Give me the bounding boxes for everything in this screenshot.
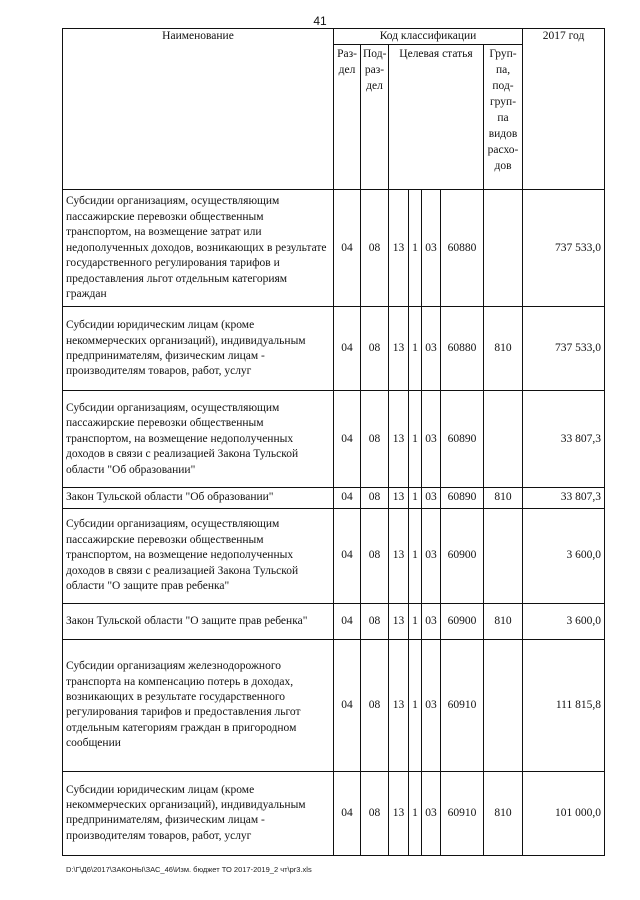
row-target-2: 1 bbox=[409, 190, 422, 307]
row-sum: 33 807,3 bbox=[523, 488, 605, 508]
row-target-1: 13 bbox=[389, 190, 409, 307]
row-sum: 3 600,0 bbox=[523, 603, 605, 639]
table-row bbox=[63, 190, 605, 307]
header-target: Целевая статья bbox=[389, 45, 484, 190]
row-target-3: 03 bbox=[422, 307, 441, 391]
row-target-1: 13 bbox=[389, 603, 409, 639]
row-target-4: 60900 bbox=[441, 508, 484, 603]
row-target-1: 13 bbox=[389, 639, 409, 771]
row-target-3: 03 bbox=[422, 508, 441, 603]
row-sum: 737 533,0 bbox=[523, 307, 605, 391]
row-sum: 33 807,3 bbox=[523, 391, 605, 488]
row-name: Субсидии организациям, осуществляющим пассажирские перевозки общественным транспортом, на возмещение затрат или недополученных доходов, возникающих в результате государственного регулирования тарифов и предоставления льгот отдельным категориям граждан bbox=[63, 190, 334, 307]
row-podrazdel: 08 bbox=[361, 508, 389, 603]
row-target-2: 1 bbox=[409, 639, 422, 771]
row-target-4: 60910 bbox=[441, 771, 484, 855]
row-group bbox=[484, 391, 523, 488]
table-row bbox=[63, 488, 605, 508]
row-target-3: 03 bbox=[422, 771, 441, 855]
row-target-3: 03 bbox=[422, 488, 441, 508]
row-target-2: 1 bbox=[409, 488, 422, 508]
row-group bbox=[484, 508, 523, 603]
row-group bbox=[484, 639, 523, 771]
table-row bbox=[63, 307, 605, 391]
row-name: Субсидии организациям железнодорожного транспорта на компенсацию потерь в доходах, возникающих в результате государственного регулирования тарифов и предоставления льгот отдельным категориям граждан в пригородном сообщении bbox=[63, 639, 334, 771]
row-sum: 737 533,0 bbox=[523, 190, 605, 307]
row-name: Субсидии организациям, осуществляющим пассажирские перевозки общественным транспортом, на возмещение недополученных доходов в связи с реализацией Закона Тульской области "О защите прав ребенка" bbox=[63, 508, 334, 603]
row-target-1: 13 bbox=[389, 391, 409, 488]
header-year: 2017 год bbox=[523, 29, 605, 190]
header-code: Код классификации bbox=[334, 29, 523, 45]
row-podrazdel: 08 bbox=[361, 307, 389, 391]
row-target-3: 03 bbox=[422, 391, 441, 488]
header-razdel: Раз-дел bbox=[334, 45, 361, 190]
row-podrazdel: 08 bbox=[361, 771, 389, 855]
table-row bbox=[63, 391, 605, 488]
row-target-2: 1 bbox=[409, 603, 422, 639]
table-row bbox=[63, 508, 605, 603]
row-target-3: 03 bbox=[422, 639, 441, 771]
row-podrazdel: 08 bbox=[361, 391, 389, 488]
row-target-1: 13 bbox=[389, 307, 409, 391]
row-target-2: 1 bbox=[409, 508, 422, 603]
row-target-2: 1 bbox=[409, 307, 422, 391]
row-target-1: 13 bbox=[389, 488, 409, 508]
row-group: 810 bbox=[484, 771, 523, 855]
row-target-3: 03 bbox=[422, 603, 441, 639]
budget-table bbox=[62, 28, 605, 856]
row-sum: 111 815,8 bbox=[523, 639, 605, 771]
row-group bbox=[484, 190, 523, 307]
row-name: Субсидии юридическим лицам (кроме некоммерческих организаций), индивидуальным предпринимателям, физическим лицам - производителям товаров, работ, услуг bbox=[63, 771, 334, 855]
row-target-4: 60880 bbox=[441, 307, 484, 391]
row-group: 810 bbox=[484, 603, 523, 639]
row-razdel: 04 bbox=[334, 391, 361, 488]
row-razdel: 04 bbox=[334, 190, 361, 307]
row-razdel: 04 bbox=[334, 639, 361, 771]
row-target-4: 60890 bbox=[441, 391, 484, 488]
row-podrazdel: 08 bbox=[361, 603, 389, 639]
row-target-3: 03 bbox=[422, 190, 441, 307]
row-sum: 3 600,0 bbox=[523, 508, 605, 603]
row-razdel: 04 bbox=[334, 771, 361, 855]
row-target-4: 60880 bbox=[441, 190, 484, 307]
header-name: Наименование bbox=[63, 29, 334, 190]
row-podrazdel: 08 bbox=[361, 190, 389, 307]
header-group: Груп-па, под-груп-па видов расхо-дов bbox=[484, 45, 523, 190]
row-name: Закон Тульской области "О защите прав ребенка" bbox=[63, 603, 334, 639]
row-target-2: 1 bbox=[409, 771, 422, 855]
file-path-footer: D:\Г\Д6\2017\ЗАКОНЫ\ЗАС_46\Изм. бюджет ТО 2017-2019_2 чт\pr3.xls bbox=[66, 865, 312, 874]
row-name: Закон Тульской области "Об образовании" bbox=[63, 488, 334, 508]
table-row bbox=[63, 771, 605, 855]
row-group: 810 bbox=[484, 307, 523, 391]
row-sum: 101 000,0 bbox=[523, 771, 605, 855]
row-podrazdel: 08 bbox=[361, 488, 389, 508]
row-name: Субсидии юридическим лицам (кроме некоммерческих организаций), индивидуальным предпринимателям, физическим лицам - производителям товаров, работ, услуг bbox=[63, 307, 334, 391]
row-razdel: 04 bbox=[334, 488, 361, 508]
row-name: Субсидии организациям, осуществляющим пассажирские перевозки общественным транспортом, на возмещение недополученных доходов в связи с реализацией Закона Тульской области "Об образовании" bbox=[63, 391, 334, 488]
page-number: 41 bbox=[313, 14, 327, 28]
row-target-4: 60900 bbox=[441, 603, 484, 639]
row-target-1: 13 bbox=[389, 508, 409, 603]
header-podrazdel: Под-раз-дел bbox=[361, 45, 389, 190]
table-row bbox=[63, 639, 605, 771]
row-target-4: 60890 bbox=[441, 488, 484, 508]
row-group: 810 bbox=[484, 488, 523, 508]
row-razdel: 04 bbox=[334, 307, 361, 391]
row-razdel: 04 bbox=[334, 508, 361, 603]
row-razdel: 04 bbox=[334, 603, 361, 639]
table-row bbox=[63, 603, 605, 639]
row-target-4: 60910 bbox=[441, 639, 484, 771]
row-podrazdel: 08 bbox=[361, 639, 389, 771]
row-target-2: 1 bbox=[409, 391, 422, 488]
row-target-1: 13 bbox=[389, 771, 409, 855]
